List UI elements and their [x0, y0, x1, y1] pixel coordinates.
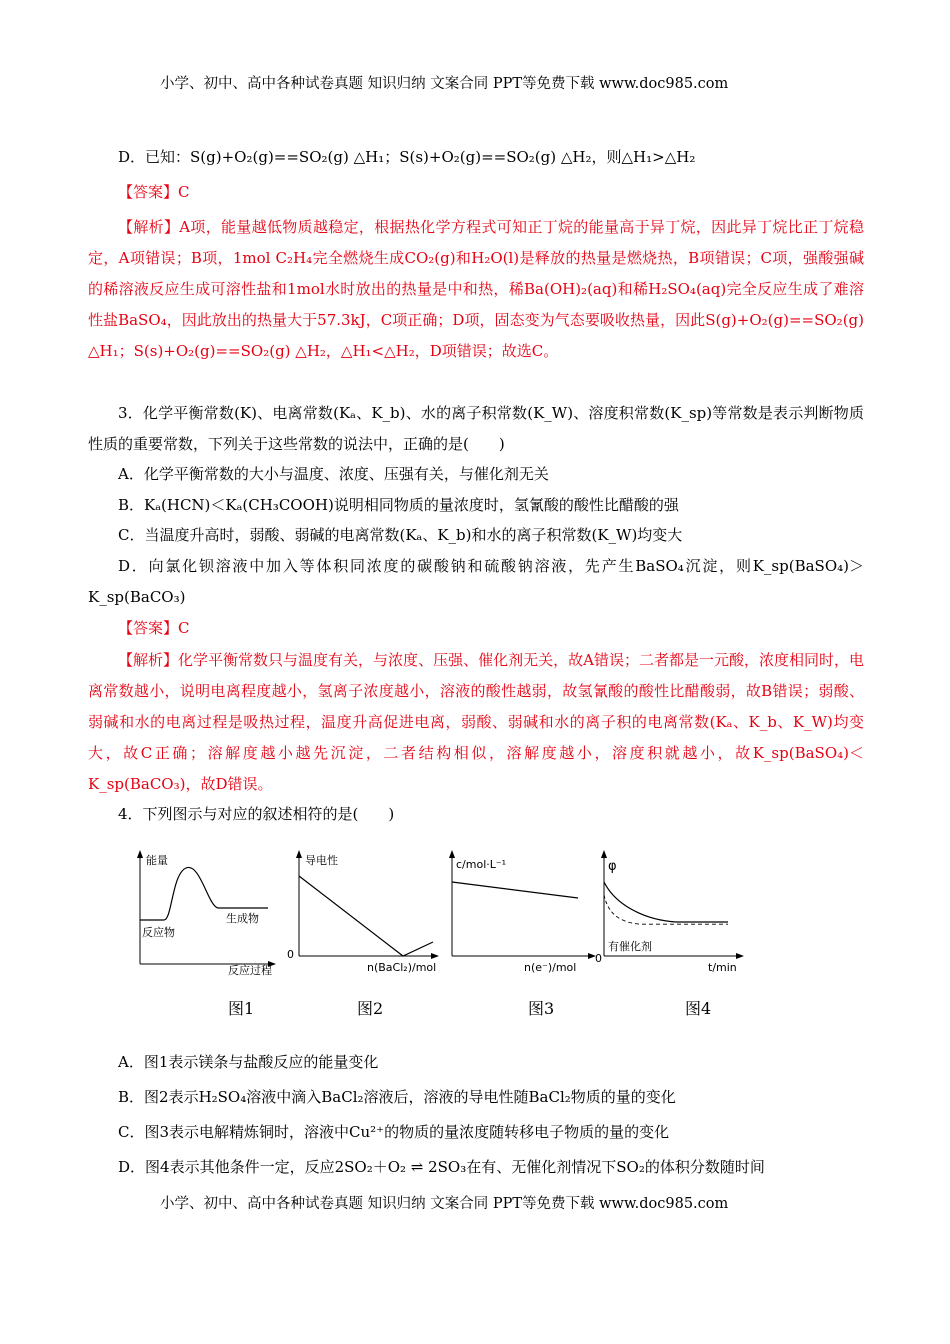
figure-4	[596, 846, 756, 976]
figure-1	[128, 846, 278, 976]
fig1-reactant-label: 反应物	[142, 926, 175, 939]
q4-stem: 4．下列图示与对应的叙述相符的是( )	[118, 805, 395, 823]
q3-option-b: B．Kₐ(HCN)＜Kₐ(CH₃COOH)说明相同物质的量浓度时，氢氰酸的酸性比醋酸的强	[118, 496, 679, 514]
fig4-catalyst-label: 有催化剂	[608, 940, 652, 953]
q3-answer: 【答案】C	[118, 619, 190, 637]
fig3-xlabel: n(e⁻)/mol	[524, 961, 577, 974]
fig4-xlabel: t/min	[708, 961, 737, 974]
q4-option-a: A．图1表示镁条与盐酸反应的能量变化	[118, 1053, 379, 1071]
q4-option-c: C．图3表示电解精炼铜时，溶液中Cu²⁺的物质的量浓度随转移电子物质的量的变化	[118, 1123, 670, 1141]
fig3-line	[452, 882, 578, 898]
figure-2-caption: 图2	[357, 999, 384, 1018]
q2-analysis: 【解析】A项，能量越低物质越稳定，根据热化学方程式可知正丁烷的能量高于异丁烷，因此异丁烷比正丁烷稳定，A项错误；B项，1mol C₂H₄完全燃烧生成CO₂(g)和H₂O(l)是释放的热量是燃烧热，B项错误；C项，强酸强碱的稀溶液反应生成可溶性盐和1mol水时放出的热量是中和热，稀Ba(OH)₂(aq)和稀H₂SO₄(aq)完全反应生成了难溶性盐BaSO₄，因此放出的热量大于57.3kJ，C项正确；D项，固态变为气态要吸收热量，因此S(g)+O₂(g)==SO₂(g) △H₁；S(s)+O₂(g)==SO₂(g) △H₂，△H₁<△H₂，D项错误；故选C。	[88, 218, 864, 360]
fig1-xlabel: 反应过程	[228, 964, 272, 977]
figure-3	[440, 846, 600, 976]
figure-2	[285, 846, 445, 976]
q3-analysis: 【解析】化学平衡常数只与温度有关，与浓度、压强、催化剂无关，故A错误；二者都是一元酸，浓度相同时，电离常数越小，说明电离程度越小，氢离子浓度越小，溶液的酸性越弱，故氢氰酸的酸性比醋酸弱，故B错误；弱酸、弱碱和水的电离过程是吸热过程，温度升高促进电离，弱酸、弱碱和水的离子积的电离常数(Kₐ、K_b、K_W)均变大，故C正确；溶解度越小越先沉淀，二者结构相似，溶解度越小，溶度积就越小，故K_sp(BaSO₄)＜K_sp(BaCO₃)，故D错误。	[88, 651, 864, 793]
fig2-ylabel: 导电性	[305, 854, 338, 867]
fig4-curve-catalyst	[604, 895, 728, 924]
q3-option-a: A．化学平衡常数的大小与温度、浓度、压强有关，与催化剂无关	[118, 465, 549, 483]
fig1-ylabel: 能量	[146, 854, 168, 867]
page-header: 小学、初中、高中各种试卷真题 知识归纳 文案合同 PPT等免费下载 www.doc985.com	[160, 76, 729, 92]
q3-option-c: C．当温度升高时，弱酸、弱碱的电离常数(Kₐ、K_b)和水的离子积常数(K_W)均变大	[118, 526, 683, 544]
figure-4-caption: 图4	[685, 999, 712, 1018]
fig3-origin: 0	[595, 952, 602, 965]
fig2-origin: 0	[287, 948, 294, 961]
fig4-ylabel: φ	[608, 859, 617, 874]
q4-option-b: B．图2表示H₂SO₄溶液中滴入BaCl₂溶液后，溶液的导电性随BaCl₂物质的量的变化	[118, 1088, 676, 1106]
figure-1-caption: 图1	[228, 999, 255, 1018]
figure-3-caption: 图3	[528, 999, 555, 1018]
q4-option-d: D．图4表示其他条件一定，反应2SO₂＋O₂ ⇌ 2SO₃在有、无催化剂情况下SO₂的体积分数随时间	[118, 1158, 765, 1176]
q2-option-d: D．已知：S(g)+O₂(g)==SO₂(g) △H₁；S(s)+O₂(g)==SO₂(g) △H₂，则△H₁>△H₂	[118, 148, 696, 166]
fig3-ylabel: c/mol·L⁻¹	[456, 858, 507, 871]
fig1-product-label: 生成物	[226, 912, 259, 925]
fig2-line	[299, 876, 433, 956]
q2-answer: 【答案】C	[118, 183, 190, 201]
q3-stem: 3．化学平衡常数(K)、电离常数(Kₐ、K_b)、水的离子积常数(K_W)、溶度积常数(K_sp)等常数是表示判断物质性质的重要常数，下列关于这些常数的说法中，正确的是( )	[88, 404, 864, 453]
fig4-curve-no-catalyst	[604, 882, 728, 922]
fig2-xlabel: n(BaCl₂)/mol	[367, 961, 437, 974]
q3-option-d: D．向氯化钡溶液中加入等体积同浓度的碳酸钠和硫酸钠溶液，先产生BaSO₄沉淀，则K_sp(BaSO₄)＞K_sp(BaCO₃)	[88, 557, 864, 606]
page-footer: 小学、初中、高中各种试卷真题 知识归纳 文案合同 PPT等免费下载 www.doc985.com	[160, 1196, 729, 1212]
